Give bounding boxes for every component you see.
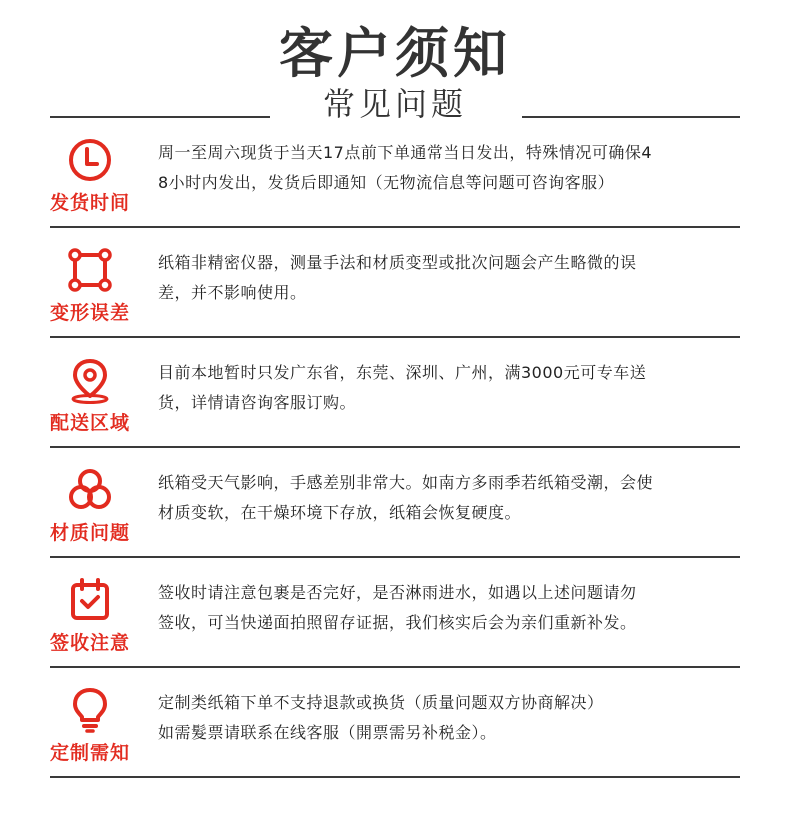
location-pin-icon: [66, 356, 114, 404]
clock-icon: [66, 136, 114, 184]
lightbulb-icon: [66, 686, 114, 734]
section-subtitle: 常见问题: [322, 85, 467, 123]
faq-label: 材质问题: [50, 522, 131, 544]
faq-label: 签收注意: [50, 632, 131, 654]
faq-text: 纸箱受天气影响，手感差别非常大。如南方多雨季若纸箱受潮，会使 材质变软，在干燥环境下存放，纸箱会恢复硬度。: [158, 473, 654, 522]
calendar-check-icon: [66, 576, 114, 624]
faq-label: 定制需知: [50, 742, 131, 764]
faq-label: 变形误差: [50, 302, 131, 324]
divider: [50, 776, 740, 778]
faq-item-deformation: [50, 228, 740, 338]
faq-label: 发货时间: [50, 192, 131, 214]
circles-icon: [66, 466, 114, 514]
faq-item-delivery-area: [50, 338, 740, 448]
faq-text: 目前本地暂时只发广东省，东莞、深圳、广州，满3000元可专车送 货，详情请咨询客服订购。: [158, 363, 647, 412]
faq-text: 周一至周六现货于当天17点前下单通常当日发出，特殊情况可确保4 8小时内发出，发货后即通知（无物流信息等问题可咨询客服）: [158, 143, 653, 192]
page-title: 客户须知: [279, 22, 511, 85]
faq-item-material: [50, 448, 740, 558]
faq-item-shipping-time: [50, 118, 740, 228]
faq-item-custom-order: [50, 668, 740, 778]
faq-label: 配送区域: [50, 412, 131, 434]
faq-text: 签收时请注意包裹是否完好，是否淋雨进水，如遇以上述问题请勿 签收，可当快递面拍照留存证据，我们核实后会为亲们重新补发。: [158, 583, 637, 632]
deform-square-icon: [66, 246, 114, 294]
faq-item-signing: [50, 558, 740, 668]
faq-text: 定制类纸箱下单不支持退款或换货（质量问题双方协商解决） 如需髮票请联系在线客服（開票需另补税金）。: [158, 693, 604, 742]
faq-text: 纸箱非精密仪器，测量手法和材质变型或批次问题会产生略微的误 差，并不影响使用。: [158, 253, 637, 302]
